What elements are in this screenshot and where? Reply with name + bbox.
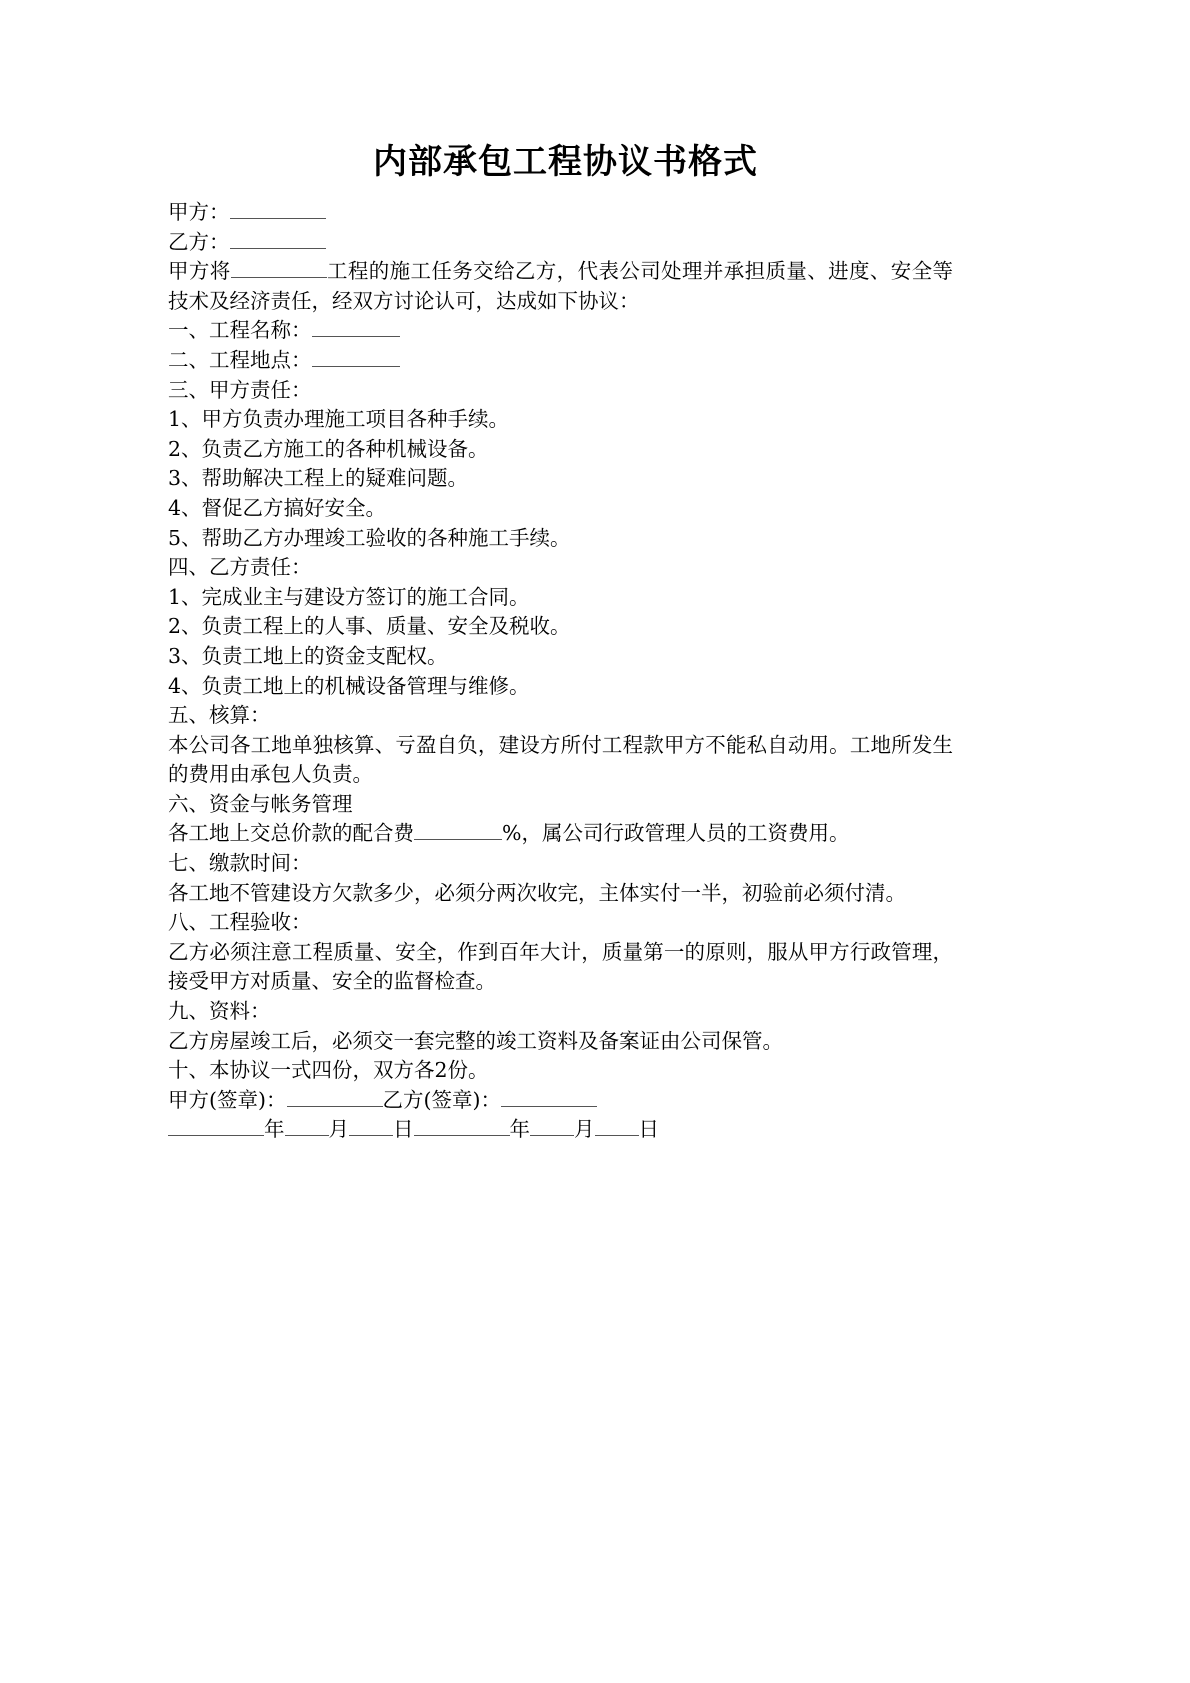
section-9-body: 乙方房屋竣工后，必须交一套完整的竣工资料及备案证由公司保管。 xyxy=(168,1028,783,1053)
signature-b-blank[interactable] xyxy=(501,1106,597,1107)
section-2-blank[interactable] xyxy=(312,366,400,367)
list-item: 1、甲方负责办理施工项目各种手续。 xyxy=(168,407,510,432)
signature-b-label: 乙方(签章)： xyxy=(382,1087,501,1112)
party-a-label: 甲方： xyxy=(168,200,230,224)
list-item: 4、负责工地上的机械设备管理与维修。 xyxy=(168,673,530,698)
date-a-month-blank[interactable] xyxy=(285,1135,329,1136)
project-name-blank[interactable] xyxy=(231,277,327,278)
section-3-heading: 三、甲方责任： xyxy=(168,377,312,402)
party-b-label: 乙方： xyxy=(168,229,230,254)
section-4-heading: 四、乙方责任： xyxy=(168,555,312,580)
section-10-copies: 十、本协议一式四份，双方各2份。 xyxy=(168,1058,489,1083)
section-1-label: 一、工程名称： xyxy=(168,318,312,343)
section-7-heading: 七、缴款时间： xyxy=(168,851,312,876)
list-item: 4、督促乙方搞好安全。 xyxy=(168,495,387,520)
section-7-body: 各工地不管建设方欠款多少，必须分两次收完，主体实付一半，初验前必须付清。 xyxy=(168,880,906,905)
date-b-day-label: 日 xyxy=(638,1117,659,1142)
intro-paragraph xyxy=(168,257,953,316)
section-6-pre-text: 各工地上交总价款的配合费 xyxy=(168,821,414,846)
date-a-year-label: 年 xyxy=(264,1117,285,1142)
section-8-body: 乙方必须注意工程质量、安全，作到百年大计，质量第一的原则，服从甲方行政管理，接受甲方对质量、安全的监督检查。 xyxy=(168,939,953,994)
section-6-body xyxy=(168,819,953,849)
date-b-year-label: 年 xyxy=(509,1117,530,1142)
list-item: 5、帮助乙方办理竣工验收的各种施工手续。 xyxy=(168,525,571,550)
section-6-post-text: %，属公司行政管理人员的工资费用。 xyxy=(502,821,850,846)
document-body xyxy=(168,140,953,1145)
party-b-line xyxy=(168,228,953,258)
date-a-year-blank[interactable] xyxy=(168,1135,264,1136)
signature-a-blank[interactable] xyxy=(287,1106,383,1107)
date-line xyxy=(168,1115,953,1145)
party-b-blank[interactable] xyxy=(230,248,326,249)
coordination-fee-blank[interactable] xyxy=(414,839,502,840)
date-b-year-blank[interactable] xyxy=(414,1135,510,1136)
date-b-month-blank[interactable] xyxy=(530,1135,574,1136)
date-a-day-blank[interactable] xyxy=(349,1135,393,1136)
section-8-heading: 八、工程验收： xyxy=(168,910,312,935)
date-b-month-label: 月 xyxy=(574,1117,595,1142)
section-2-project-location xyxy=(168,346,953,376)
section-2-label: 二、工程地点： xyxy=(168,347,312,372)
intro-pre-text: 甲方将 xyxy=(168,259,231,284)
date-b-day-blank[interactable] xyxy=(595,1135,639,1136)
list-item: 2、负责工程上的人事、质量、安全及税收。 xyxy=(168,614,571,639)
section-9-heading: 九、资料： xyxy=(168,999,271,1024)
party-a-blank[interactable] xyxy=(230,218,326,219)
date-a-day-label: 日 xyxy=(393,1117,414,1142)
section-6-heading: 六、资金与帐务管理 xyxy=(168,791,353,816)
list-item: 1、完成业主与建设方签订的施工合同。 xyxy=(168,584,530,609)
section-5-heading: 五、核算： xyxy=(168,703,271,728)
list-item: 3、负责工地上的资金支配权。 xyxy=(168,643,448,668)
list-item: 3、帮助解决工程上的疑难问题。 xyxy=(168,466,469,491)
list-item: 2、负责乙方施工的各种机械设备。 xyxy=(168,436,489,461)
section-1-blank[interactable] xyxy=(312,336,400,337)
section-1-project-name xyxy=(168,316,953,346)
signature-line xyxy=(168,1086,953,1116)
intro-post-text: 工程的施工任务交给乙方，代表公司处理并承担质量、进度、安全等技术及经济责任，经双方讨论认可，达成如下协议： xyxy=(168,259,954,313)
signature-a-label: 甲方(签章)： xyxy=(168,1087,287,1112)
page-title: 内部承包工程协议书格式 xyxy=(373,142,758,182)
date-a-month-label: 月 xyxy=(328,1117,349,1142)
section-5-body: 本公司各工地单独核算、亏盈自负，建设方所付工程款甲方不能私自动用。工地所发生的费用由承包人负责。 xyxy=(168,732,953,787)
party-a-line xyxy=(168,198,953,228)
